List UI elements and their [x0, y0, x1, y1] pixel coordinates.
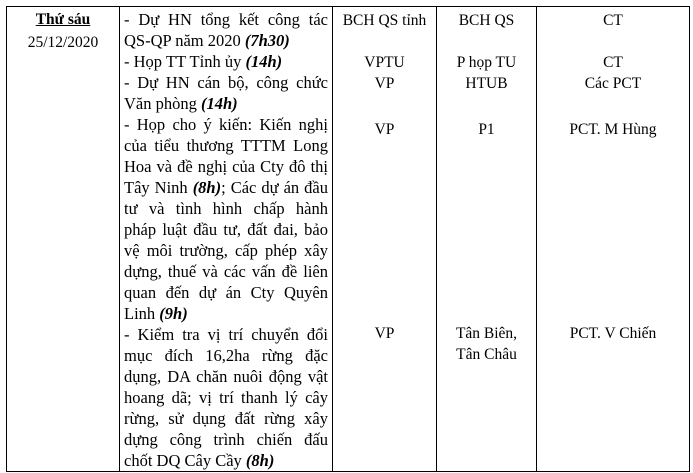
item-time: (14h)	[245, 52, 283, 71]
agenda-item	[124, 9, 328, 51]
item-time: (14h)	[201, 94, 238, 113]
host-cell	[333, 7, 437, 472]
place-value: Tân Biên,	[455, 325, 518, 342]
place-value: Tân Châu	[456, 346, 517, 363]
chair-cell	[537, 7, 690, 472]
schedule-row	[7, 7, 690, 472]
place-cell	[437, 7, 537, 472]
item-text: - Dự HN cán bộ, công chức Văn phòng	[124, 73, 328, 113]
host-value: VP	[374, 325, 395, 342]
schedule-table	[6, 6, 690, 472]
day-cell	[7, 7, 120, 472]
host-value: VP	[374, 75, 395, 92]
item-text: - Kiểm tra vị trí chuyển đổi mục đích 16,2ha rừng đặc dụng, DA chăn nuôi động vật hoang dã; vị trí thanh lý cây rừng, sử dụng đất rừng xây dựng công trình chiến đấu chốt DQ Cây Cầy	[124, 325, 328, 470]
host-value: BCH QS tỉnh	[342, 12, 427, 29]
chair-value: PCT. M Hùng	[569, 121, 657, 138]
content-cell	[120, 7, 333, 472]
item-text: ; Các dự án đầu tư và tình hình chấp hành pháp luật đầu tư, đất đai, bảo vệ môi trường, cấp phép xây dựng, thuế và các vấn đề liên quan đến dự án Cty Quyên Linh	[124, 178, 328, 323]
item-text: - Dự HN tổng kết công tác QS-QP năm 2020	[124, 10, 328, 50]
agenda-item	[124, 51, 328, 72]
item-time: (9h)	[159, 304, 188, 323]
item-time: (7h30)	[244, 31, 290, 50]
chair-value: PCT. V Chiến	[569, 325, 657, 342]
day-date: 25/12/2020	[27, 34, 99, 51]
host-value: VPTU	[364, 54, 405, 71]
agenda-item	[124, 72, 328, 114]
item-time: (8h)	[245, 451, 275, 470]
item-text: - Họp TT Tỉnh ủy	[124, 52, 246, 71]
place-value: P1	[478, 121, 495, 138]
host-value: VP	[374, 121, 395, 138]
chair-value: CT	[603, 12, 623, 29]
place-value: HTUB	[465, 75, 508, 92]
place-value: BCH QS	[458, 12, 515, 29]
agenda-item	[124, 324, 328, 471]
item-time: (8h)	[192, 178, 222, 197]
day-name: Thứ sáu	[35, 11, 91, 28]
item-text: - Họp cho ý kiến: Kiến nghị của tiểu thương TTTM Long Hoa và đề nghị của Cty đô thị Tây Ninh	[124, 115, 328, 197]
agenda-item	[124, 114, 328, 324]
place-value: P họp TU	[456, 54, 517, 71]
chair-value: Các PCT	[584, 75, 642, 92]
chair-value: CT	[603, 54, 623, 71]
